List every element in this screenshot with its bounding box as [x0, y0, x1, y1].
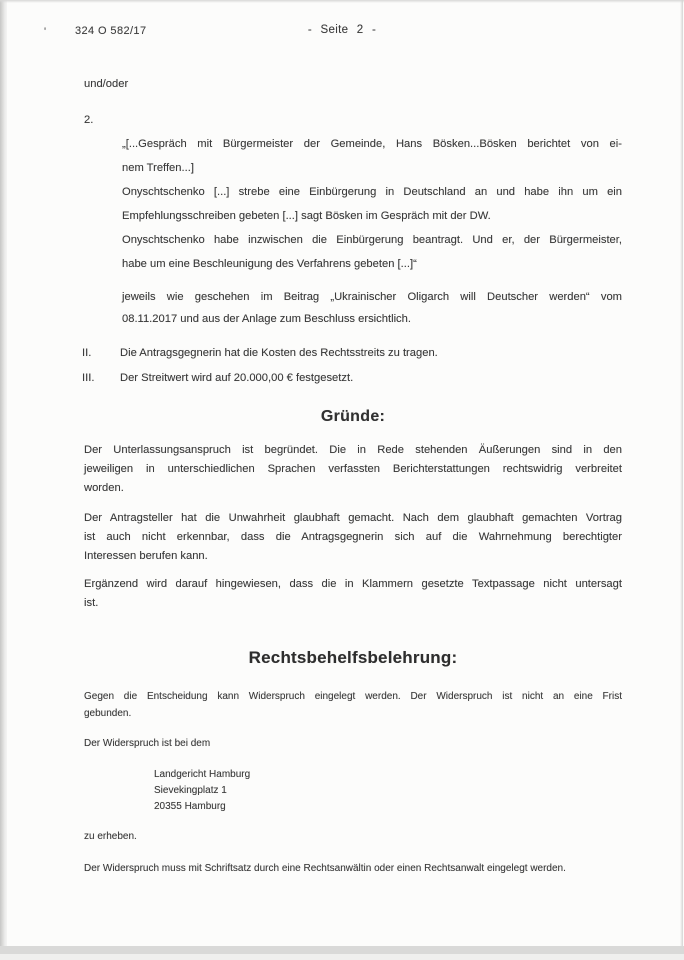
document-body: [84, 78, 622, 877]
quoted-statement-block: [122, 132, 622, 276]
order-item-costs: [84, 347, 622, 359]
attribution-line: 08.11.2017 und aus der Anlage zum Beschluss ersichtlich.: [122, 313, 411, 325]
paragraph-line: ist auch nicht erkennbar, dass die Antragsgegnerin sich auf die Wahrnehmung berechtigter: [84, 531, 622, 543]
paragraph-line: ist.: [84, 597, 99, 609]
scan-edge-left: [0, 0, 7, 960]
filing-close-text: zu erheben.: [84, 831, 137, 842]
scan-artifact-mark: ': [44, 26, 47, 38]
paragraph-line: gebunden.: [84, 708, 132, 719]
quote-line: nem Treffen...]: [122, 162, 194, 174]
order-label: II.: [82, 347, 92, 359]
case-number: 324 O 582/17: [75, 25, 147, 37]
court-street: Sievekingplatz 1: [154, 785, 227, 796]
order-item-streitwert: [84, 372, 622, 384]
paragraph-line: worden.: [84, 482, 124, 494]
paragraph-line: Der Antragsteller hat die Unwahrheit glaubhaft gemacht. Nach dem glaubhaft gemachten Vortrag: [84, 512, 622, 524]
tenor-connector: und/oder: [84, 78, 129, 90]
paragraph-line: jeweiligen in unterschiedlichen Sprachen verfassten Berichterstattungen rechtswidrig verbreitet: [84, 463, 622, 475]
section-heading-gruende: Gründe:: [320, 408, 386, 425]
scan-edge-bottom-light: [0, 954, 684, 960]
page-number-label: - Seite 2 -: [307, 24, 377, 36]
quote-line: Empfehlungsschreiben gebeten [...] sagt Bösken im Gespräch mit der DW.: [122, 210, 491, 222]
gruende-paragraph: [84, 509, 622, 566]
court-city: 20355 Hamburg: [154, 801, 226, 812]
scan-edge-right: [680, 0, 683, 960]
gruende-paragraph: [84, 441, 622, 498]
section-heading-rechtsbehelfsbelehrung: Rechtsbehelfsbelehrung:: [248, 648, 458, 667]
paragraph-line: Der Unterlassungsanspruch ist begründet. Die in Rede stehenden Äußerungen sind in den: [84, 444, 622, 456]
paragraph-line: Interessen berufen kann.: [84, 550, 208, 562]
gruende-paragraph: [84, 575, 622, 613]
quote-line: Onyschtschenko [...] strebe eine Einbürgerung in Deutschland an und habe ihn um ein: [122, 186, 622, 198]
quote-line: Onyschtschenko habe inzwischen die Einbürgerung beantragt. Und er, der Bürgermeister,: [122, 234, 622, 246]
paragraph-line: Gegen die Entscheidung kann Widerspruch eingelegt werden. Der Widerspruch ist nicht an eine Frist: [84, 691, 622, 702]
court-address-block: [154, 767, 622, 815]
paragraph-line: Ergänzend wird darauf hingewiesen, dass die in Klammern gesetzte Textpassage nicht untersagt: [84, 578, 622, 590]
lawyer-requirement-text: Der Widerspruch muss mit Schriftsatz durch eine Rechtsanwältin oder einen Rechtsanwalt eingelegt werden.: [84, 863, 566, 874]
quote-line: habe um eine Beschleunigung des Verfahrens gebeten [...]“: [122, 258, 417, 270]
page-header: [0, 0, 684, 38]
rechtsbehelf-intro: [84, 688, 622, 722]
quote-line: „[...Gespräch mit Bürgermeister der Gemeinde, Hans Bösken...Bösken berichtet von ei-: [122, 138, 622, 150]
order-label: III.: [82, 372, 95, 384]
order-text: Der Streitwert wird auf 20.000,00 € festgesetzt.: [120, 372, 354, 384]
tenor-item-number: 2.: [84, 114, 94, 126]
order-text: Die Antragsgegnerin hat die Kosten des Rechtsstreits zu tragen.: [120, 347, 438, 359]
court-name: Landgericht Hamburg: [154, 769, 251, 780]
attribution-line: jeweils wie geschehen im Beitrag „Ukrainischer Oligarch will Deutscher werden“ vom: [122, 291, 622, 303]
quote-attribution: [122, 286, 622, 330]
scan-edge-bottom: [0, 946, 684, 954]
filing-lead-text: Der Widerspruch ist bei dem: [84, 738, 211, 749]
